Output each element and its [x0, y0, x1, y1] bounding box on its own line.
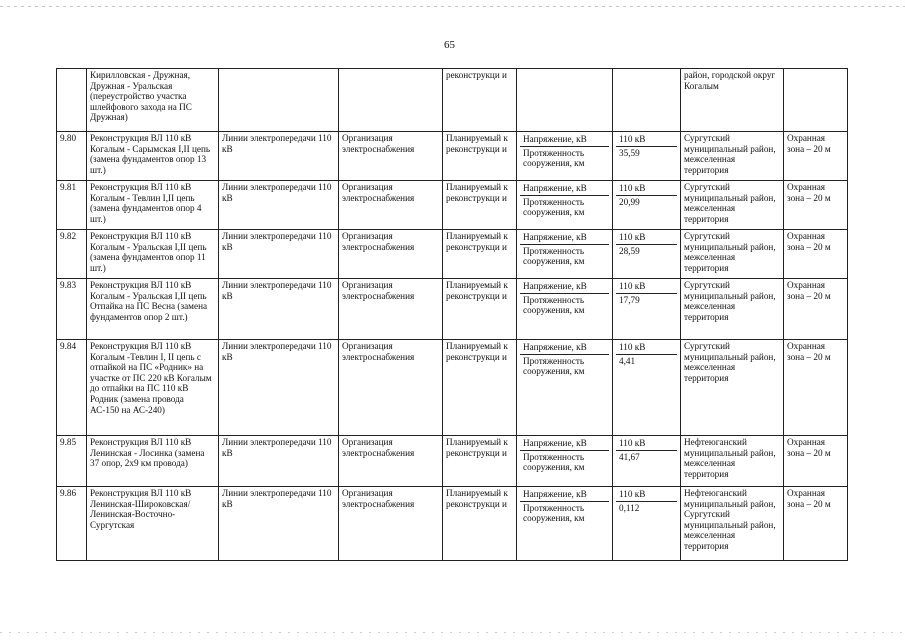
row-number: 9.85	[57, 436, 87, 487]
param-length-label: Протяженность сооружения, км	[523, 294, 585, 316]
object-parameters	[517, 279, 613, 340]
param-length-value: 41,67	[619, 451, 640, 462]
object-type	[219, 69, 339, 132]
object-parameters	[517, 230, 613, 279]
param-length-label: Протяженность сооружения, км	[523, 451, 585, 473]
row-number: 9.86	[57, 487, 87, 561]
param-voltage-label: Напряжение, кВ	[520, 341, 609, 355]
object-purpose: Организация электроснабжения	[339, 230, 443, 279]
param-voltage-value: 110 кВ	[616, 231, 677, 245]
param-voltage-label: Напряжение, кВ	[520, 280, 609, 294]
param-length-value: 0,112	[619, 502, 640, 513]
object-purpose: Организация электроснабжения	[339, 132, 443, 181]
param-voltage-label: Напряжение, кВ	[520, 231, 609, 245]
table-row	[57, 132, 848, 181]
param-length-value: 20,99	[619, 196, 640, 207]
protection-zone: Охранная зона – 20 м	[784, 132, 848, 181]
object-values	[613, 436, 681, 487]
scan-edge-bottom	[0, 632, 905, 633]
object-purpose: Организация электроснабжения	[339, 181, 443, 230]
param-length-label: Протяженность сооружения, км	[523, 196, 585, 218]
object-purpose	[339, 69, 443, 132]
object-name: Реконструкция ВЛ 110 кВ Когалым -Тевлин I, II цепь с отпайкой на ПС «Родник» на участке от ПС 220 кВ Когалым до отпайки на ПС 110 кВ Родник (замена провода АС-150 на АС-240)	[87, 340, 219, 436]
row-number: 9.81	[57, 181, 87, 230]
param-voltage-value: 110 кВ	[616, 182, 677, 196]
protection-zone: Охранная зона – 20 м	[784, 340, 848, 436]
table-row	[57, 279, 848, 340]
protection-zone: Охранная зона – 20 м	[784, 279, 848, 340]
param-length-label: Протяженность сооружения, км	[523, 502, 585, 524]
object-values	[613, 181, 681, 230]
object-values	[613, 132, 681, 181]
param-length-value: 35,59	[619, 147, 640, 158]
object-type: Линии электропередачи 110 кВ	[219, 436, 339, 487]
row-number: 9.80	[57, 132, 87, 181]
object-values	[613, 230, 681, 279]
object-status: Планируемый к реконструкци и	[443, 436, 517, 487]
param-voltage-value: 110 кВ	[616, 341, 677, 355]
param-length-label: Протяженность сооружения, км	[523, 147, 585, 169]
object-location: Сургутский муниципальный район, межселенная территория	[681, 230, 784, 279]
param-voltage-label: Напряжение, кВ	[520, 182, 609, 196]
object-location: Нефтеюганский муниципальный район, межселенная территория	[681, 436, 784, 487]
table-row	[57, 181, 848, 230]
object-status: реконструкци и	[443, 69, 517, 132]
param-length-value: 17,79	[619, 294, 640, 305]
object-type: Линии электропередачи 110 кВ	[219, 340, 339, 436]
object-status: Планируемый к реконструкци и	[443, 487, 517, 561]
param-length-value: 4,41	[619, 355, 636, 366]
object-name: Реконструкция ВЛ 110 кВ Когалым - Тевлин I,II цепь (замена фундаментов опор 4 шт.)	[87, 181, 219, 230]
row-number: 9.84	[57, 340, 87, 436]
param-voltage-value: 110 кВ	[616, 133, 677, 147]
object-values	[613, 340, 681, 436]
object-location: Сургутский муниципальный район, межселенная территория	[681, 181, 784, 230]
object-parameters	[517, 436, 613, 487]
object-parameters	[517, 340, 613, 436]
object-parameters	[517, 69, 613, 132]
object-status: Планируемый к реконструкци и	[443, 230, 517, 279]
object-values	[613, 69, 681, 132]
object-values	[613, 279, 681, 340]
object-type: Линии электропередачи 110 кВ	[219, 181, 339, 230]
object-values	[613, 487, 681, 561]
protection-zone: Охранная зона – 20 м	[784, 230, 848, 279]
object-status: Планируемый к реконструкци и	[443, 279, 517, 340]
object-parameters	[517, 487, 613, 561]
object-name: Реконструкция ВЛ 110 кВ Ленинская-Широковская/Ленинская-Восточно-Сургутская	[87, 487, 219, 561]
object-status: Планируемый к реконструкци и	[443, 340, 517, 436]
table-row	[57, 487, 848, 561]
object-name: Реконструкция ВЛ 110 кВ Когалым - Уральская I,II цепь Отпайка на ПС Весна (замена фундаментов опор 2 шт.)	[87, 279, 219, 340]
object-parameters	[517, 181, 613, 230]
param-voltage-label: Напряжение, кВ	[520, 133, 609, 147]
table-row	[57, 436, 848, 487]
object-purpose: Организация электроснабжения	[339, 340, 443, 436]
object-location: Нефтеюганский муниципальный район, Сургутский муниципальный район, межселенная территория	[681, 487, 784, 561]
param-length-label: Протяженность сооружения, км	[523, 245, 585, 267]
row-number: 9.82	[57, 230, 87, 279]
table-row	[57, 340, 848, 436]
object-status: Планируемый к реконструкци и	[443, 132, 517, 181]
row-number: 9.83	[57, 279, 87, 340]
object-location: Сургутский муниципальный район, межселенная территория	[681, 279, 784, 340]
object-purpose: Организация электроснабжения	[339, 279, 443, 340]
object-type: Линии электропередачи 110 кВ	[219, 279, 339, 340]
param-voltage-label: Напряжение, кВ	[520, 488, 609, 502]
param-voltage-value: 110 кВ	[616, 280, 677, 294]
object-name: Реконструкция ВЛ 110 кВ Ленинская - Лосинка (замена 37 опор, 2х9 км провода)	[87, 436, 219, 487]
param-voltage-value: 110 кВ	[616, 437, 677, 451]
protection-zone	[784, 69, 848, 132]
object-parameters	[517, 132, 613, 181]
protection-zone: Охранная зона – 20 м	[784, 436, 848, 487]
object-location: Сургутский муниципальный район, межселенная территория	[681, 132, 784, 181]
object-name: Кирилловская - Дружная, Дружная - Уральская (переустройство участка шлейфового захода на ПС Дружная)	[87, 69, 219, 132]
protection-zone: Охранная зона – 20 м	[784, 181, 848, 230]
param-voltage-label: Напряжение, кВ	[520, 437, 609, 451]
param-length-label: Протяженность сооружения, км	[523, 355, 585, 377]
table-row	[57, 69, 848, 132]
object-name: Реконструкция ВЛ 110 кВ Когалым - Сарымская I,II цепь (замена фундаментов опор 13 шт.)	[87, 132, 219, 181]
planning-table	[56, 68, 848, 561]
object-type: Линии электропередачи 110 кВ	[219, 132, 339, 181]
object-type: Линии электропередачи 110 кВ	[219, 230, 339, 279]
page-number: 65	[444, 39, 455, 51]
object-status: Планируемый к реконструкци и	[443, 181, 517, 230]
scan-edge-top	[0, 6, 905, 7]
object-name: Реконструкция ВЛ 110 кВ Когалым - Уральская I,II цепь (замена фундаментов опор 11 шт.)	[87, 230, 219, 279]
param-voltage-value: 110 кВ	[616, 488, 677, 502]
object-location: Сургутский муниципальный район, межселенная территория	[681, 340, 784, 436]
object-location: район, городской округ Когалым	[681, 69, 784, 132]
object-type: Линии электропередачи 110 кВ	[219, 487, 339, 561]
table-row	[57, 230, 848, 279]
protection-zone: Охранная зона – 20 м	[784, 487, 848, 561]
param-length-value: 28,59	[619, 245, 640, 256]
object-purpose: Организация электроснабжения	[339, 487, 443, 561]
object-purpose: Организация электроснабжения	[339, 436, 443, 487]
row-number	[57, 69, 87, 132]
